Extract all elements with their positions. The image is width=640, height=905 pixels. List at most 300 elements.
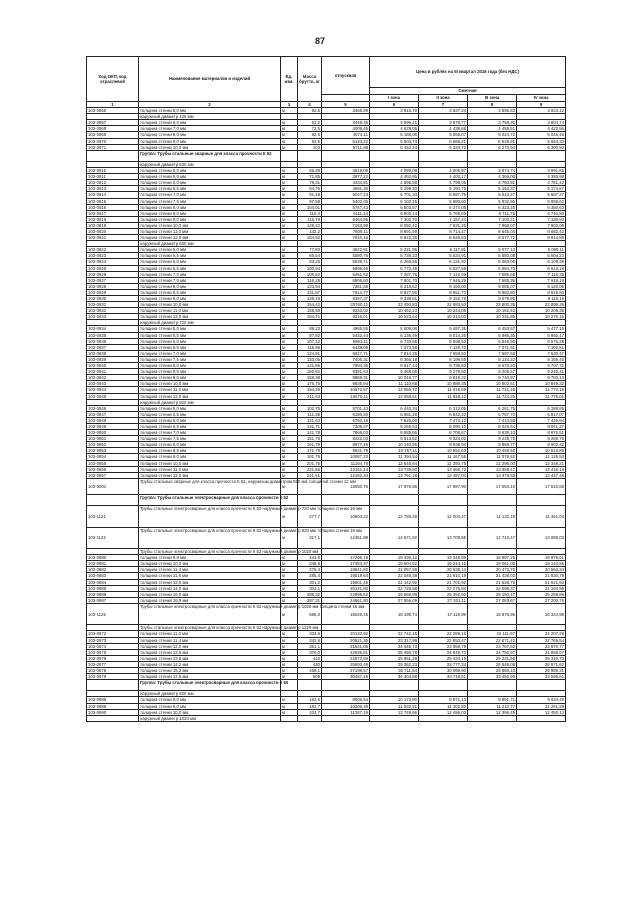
item-code: 103-0838 [87,350,139,356]
item-zone-price-2: 6 765,66 [419,210,468,216]
item-zone-price-4: 5 664,33 [517,138,566,144]
item-otpusk-price: 4965,55 [322,326,370,332]
item-unit: м [281,472,298,478]
item-otpusk-price: 7308,37 [322,423,370,429]
row-code-blank [87,495,139,506]
item-otpusk-price: 7810,16 [322,235,370,241]
item-otpusk-price: 8381,63 [322,369,370,375]
item-zone-price-4: 8 120,05 [517,283,566,289]
item-zone-price-2: 10 314,03 [419,314,468,320]
item-name: толщина стенки 6,5 мм [139,344,281,350]
item-zone-price-3: 9 859,77 [468,442,517,448]
item-zone-price-1: 11 110,68 [370,381,419,387]
item-zone-price-3: 10 231,86 [468,314,517,320]
item-mass: 131,57 [298,289,322,295]
item-zone-price-4: 4 385,99 [517,174,566,180]
item-unit: м [281,561,298,567]
item-zone-price-1: 3 596,41 [370,120,419,126]
item-code: 103-0855 [87,460,139,466]
column-index: 4 [298,102,322,108]
item-otpusk-price: 10206,39 [322,703,370,709]
item-mass: 124,81 [298,350,322,356]
item-zone-price-3: 7 413,58 [468,417,517,423]
item-mass: 151,78 [298,436,322,442]
item-mass: 123,94 [298,283,322,289]
item-zone-price-3: 13 358,47 [468,466,517,472]
subgroup-header-row [87,715,566,721]
item-zone-price-2: 21 701,92 [419,579,468,585]
item-zone-price-3: 8 134,22 [468,356,517,362]
item-zone-price-3: 8 582,80 [468,289,517,295]
item-zone-price-4: 5 604,23 [517,253,566,259]
blank-cell [298,715,322,721]
item-zone-price-1: 11 394,54 [370,454,419,460]
item-mass: 430 [298,661,322,667]
item-zone-price-2: 22 276,84 [419,585,468,591]
item-mass: 171,78 [298,448,322,454]
item-zone-price-4: 5 992,17 [517,332,566,338]
item-otpusk-price: 20760,11 [322,302,370,308]
item-unit: м [281,393,298,399]
item-zone-price-1: 8 255,53 [370,423,419,429]
item-zone-price-4: 8 682,42 [517,228,566,234]
blank-cell [281,715,298,721]
item-mass: 301,2 [298,579,322,585]
item-name: толщина стенки 11,6 мм [139,573,281,579]
item-mass: 92,9 [298,138,322,144]
item-code: 103-0833 [87,314,139,320]
item-code: 103-0817 [87,210,139,216]
item-mass: 62,2 [298,120,322,126]
item-mass: 162,6 [298,697,322,703]
item-otpusk-price: 8977,46 [322,442,370,448]
item-name: толщина стенки 7,0 мм [139,271,281,277]
item-unit: м [281,265,298,271]
header-price-group: Цена в рублях на III квартал 2016 года (без НДС) [370,57,566,88]
item-unit: м [281,674,298,680]
item-zone-price-3: 12 713,47 [468,527,517,548]
item-code: 103-0842 [87,375,139,381]
table-row [87,603,566,624]
item-otpusk-price: 25993,49 [322,661,370,667]
item-zone-price-2: 12 496,03 [419,709,468,715]
item-mass: 387,31 [298,597,322,603]
item-name: толщина стенки 8,0 мм [139,283,281,289]
item-name: толщина стенки 7,5 мм [139,277,281,283]
item-zone-price-2: 5 193,75 [419,186,468,192]
item-zone-price-4: 9 119,16 [517,296,566,302]
item-name: толщина стенки 10,0 мм [139,222,281,228]
item-name: толщина стенки 5,5 мм [139,332,281,338]
item-code: 103-0834 [87,326,139,332]
item-zone-price-3: 28 548,08 [468,661,517,667]
item-code: 103-0876 [87,655,139,661]
item-zone-price-3: 6 787,70 [468,411,517,417]
item-zone-price-2: 5 624,91 [419,253,468,259]
item-zone-price-3: 10 468,58 [468,448,517,454]
item-zone-price-4: 8 619,93 [517,289,566,295]
item-mass: 110,4 [298,210,322,216]
item-otpusk-price: 11287,19 [322,709,370,715]
item-code: 103-1121 [87,506,139,527]
item-unit: м [281,643,298,649]
item-zone-price-1: 5 803,73 [370,138,419,144]
item-unit: м [281,703,298,709]
item-zone-price-3: 15 875,86 [468,603,517,624]
item-otpusk-price: 22895,52 [322,591,370,597]
item-code: 103-0813 [87,186,139,192]
item-zone-price-2: 8 651,73 [419,289,468,295]
subgroup-title: наружный диаметр 1020 мм [139,715,281,721]
group-title: Группа: Трубы стальные сварные для класса прочности К 52 [139,150,281,161]
item-mass: 71,85 [298,174,322,180]
item-name: толщина стенки 12,0 мм [139,235,281,241]
item-name: толщина стенки 11,0 мм [139,466,281,472]
item-otpusk-price: 7866,03 [322,430,370,436]
item-name: толщина стенки 5,0 мм [139,405,281,411]
item-zone-price-1: 27 856,09 [370,597,419,603]
item-name: толщина стенки 12,0 мм [139,472,281,478]
header-code: Код ОКП, код отраслевой [87,57,139,102]
item-zone-price-3: 13 379,59 [468,472,517,478]
item-otpusk-price: 6180,30 [322,411,370,417]
item-unit: м [281,253,298,259]
item-name: толщина стенки 7,0 мм [139,350,281,356]
item-zone-price-4: 25 340,73 [517,655,566,661]
item-zone-price-3: 3 895,63 [468,108,517,114]
item-otpusk-price: 9835,94 [322,381,370,387]
item-zone-price-4: 22 769,54 [517,637,566,643]
item-zone-price-1: 5 609,08 [370,326,419,332]
item-zone-price-2: 3 837,24 [419,108,468,114]
item-zone-price-3: 7 085,66 [468,271,517,277]
item-unit: м [281,326,298,332]
blank-cell [419,495,468,506]
item-unit: м [281,527,298,548]
item-unit: м [281,216,298,222]
item-zone-price-1: 13 761,18 [370,472,419,478]
item-otpusk-price: 5133,22 [322,138,370,144]
row-code-blank [87,150,139,161]
item-zone-price-4: 6 575,28 [517,338,566,344]
item-zone-price-1: 8 891,59 [370,228,419,234]
item-zone-price-1: 12 749,96 [370,709,419,715]
item-zone-price-3: 5 453,57 [468,326,517,332]
item-zone-price-2: 9 324,02 [419,436,468,442]
item-name: толщина стенки 7,5 мм [139,436,281,442]
item-zone-price-2: 23 958,79 [419,643,468,649]
item-zone-price-3: 22 099,37 [468,585,517,591]
item-zone-price-2: 7 142,59 [419,271,468,277]
table-body [87,108,566,722]
item-unit: м [281,506,298,527]
item-otpusk-price: 5432,44 [322,332,370,338]
item-zone-price-4: 8 061,37 [517,423,566,429]
subgroup-title: наружный диаметр 820 мм [139,691,281,697]
item-code: 103-0883 [87,573,139,579]
item-otpusk-price: 3465,99 [322,108,370,114]
item-mass: 285,4 [298,573,322,579]
item-code: 103-0815 [87,198,139,204]
item-zone-price-2: 13 487,04 [419,472,468,478]
item-mass: 111,38 [298,411,322,417]
item-zone-price-1: 10 452,23 [370,308,419,314]
item-unit: м [281,344,298,350]
item-otpusk-price: 6464,86 [322,216,370,222]
item-unit: м [281,697,298,703]
item-name: толщина стенки 14,2 мм [139,661,281,667]
item-code: 103-0886 [87,591,139,597]
item-zone-price-3: 6 083,06 [468,259,517,265]
item-zone-price-2: 8 714,47 [419,228,468,234]
item-zone-price-3: 6 546,95 [468,338,517,344]
column-index: 2 [139,102,281,108]
item-zone-price-1: 11 532,51 [370,703,419,709]
item-zone-price-2: 6 637,59 [419,265,468,271]
item-otpusk-price: 4573,11 [322,132,370,138]
item-zone-price-4: 19 143,55 [517,561,566,567]
item-zone-price-3: 8 670,20 [468,363,517,369]
item-name: толщина стенки 8,0 мм [139,442,281,448]
item-code: 103-0826 [87,271,139,277]
item-zone-price-4: 23 870,77 [517,643,566,649]
item-zone-price-1: 8 822,35 [370,235,419,241]
item-zone-price-1: 5 701,34 [370,192,419,198]
item-name: толщина стенки 9,0 мм [139,375,281,381]
item-code: 103-0848 [87,417,139,423]
item-zone-price-2: 11 302,82 [419,703,468,709]
item-mass: 303,1 [298,585,322,591]
item-mass: 141,78 [298,430,322,436]
item-unit: м [281,411,298,417]
item-mass: 103 [298,144,322,150]
item-zone-price-4: 29 989,31 [517,667,566,673]
item-unit: м [281,222,298,228]
item-otpusk-price: 5995,46 [322,265,370,271]
item-otpusk-price: 22973,69 [322,655,370,661]
item-unit: м [281,198,298,204]
item-otpusk-price: 7814,77 [322,289,370,295]
item-zone-price-3: 10 802,61 [468,381,517,387]
item-zone-price-1: 13 739,80 [370,466,419,472]
item-zone-price-1: 4 089,09 [370,168,419,174]
item-zone-price-4: 3 991,65 [517,168,566,174]
item-zone-price-3: 9 740,97 [468,375,517,381]
item-unit: м [281,709,298,715]
item-zone-price-4: 7 618,19 [517,277,566,283]
item-unit: м [281,126,298,132]
item-unit: м [281,442,298,448]
item-zone-price-4: 4 422,56 [517,126,566,132]
item-zone-price-2: 9 938,94 [419,442,468,448]
item-zone-price-1: 19 436,12 [370,555,419,561]
item-mass: 221,55 [298,466,322,472]
item-zone-price-1: 10 018,77 [370,375,419,381]
item-unit: м [281,661,298,667]
item-mass: 131,71 [298,423,322,429]
table-header [87,57,566,108]
group-header-row [87,680,566,691]
item-zone-price-1: 12 789,49 [370,506,419,527]
item-code: 103-0857 [87,472,139,478]
item-zone-price-2: 22 853,47 [419,637,468,643]
blank-cell [419,680,468,691]
item-mass: 415 [298,655,322,661]
item-zone-price-3: 12 396,49 [468,709,517,715]
item-mass: 458,1 [298,667,322,673]
header-zone-1: I зона [370,94,419,101]
item-mass: 241,6 [298,555,322,561]
item-mass: 107,12 [298,338,322,344]
item-zone-price-4: 28 671,62 [517,661,566,667]
item-zone-price-1: 7 287,76 [370,271,419,277]
item-zone-price-2: 6 131,92 [419,259,468,265]
item-zone-price-3: 3 974,74 [468,168,517,174]
item-otpusk-price: 19518,64 [322,573,370,579]
item-zone-price-1: 12 058,61 [370,393,419,399]
item-otpusk-price: 8869,31 [322,375,370,381]
item-code: 103-0845 [87,393,139,399]
item-zone-price-3: 23 767,92 [468,643,517,649]
item-zone-price-2: 6 842,22 [419,411,468,417]
item-zone-price-3: 8 639,10 [468,430,517,436]
item-unit: м [281,585,298,591]
item-zone-price-2: 7 128,70 [419,344,468,350]
item-unit: м [281,277,298,283]
header-mass: Масса брутто, кг [298,57,322,102]
item-otpusk-price: 9316,01 [322,314,370,320]
item-zone-price-2: 20 638,14 [419,567,468,573]
item-code: 103-0874 [87,643,139,649]
item-zone-price-2: 7 646,29 [419,277,468,283]
item-zone-price-3: 5 152,37 [468,186,517,192]
item-zone-price-1: 18 190,74 [370,603,419,624]
item-mass: 361,1 [298,643,322,649]
item-mass: 342,9 [298,637,322,643]
item-zone-price-1: 6 503,57 [370,204,419,210]
item-zone-price-1: 9 468,05 [370,369,419,375]
item-name: толщина стенки 11,0 мм [139,228,281,234]
item-zone-price-2: 7 473,12 [419,417,468,423]
item-zone-price-4: 5 099,11 [517,247,566,253]
item-zone-price-3: 5 024,72 [468,132,517,138]
item-mass: 97,92 [298,332,322,338]
item-code: 103-0836 [87,338,139,344]
item-code: 103-0821 [87,235,139,241]
item-zone-price-3: 9 249,75 [468,436,517,442]
item-name: толщина стенки 8,0 мм [139,108,281,114]
item-unit: м [281,591,298,597]
item-zone-price-4: 5 567,27 [517,192,566,198]
item-code: 103-0849 [87,423,139,429]
item-otpusk-price: 15549,45 [322,603,370,624]
item-zone-price-2: 6 323,72 [419,144,468,150]
item-code: 103-0853 [87,448,139,454]
item-zone-price-1: 4 896,58 [370,180,419,186]
item-zone-price-3: 29 860,10 [468,667,517,673]
item-zone-price-2: 28 777,34 [419,661,468,667]
item-mass: 92,5 [298,108,322,114]
item-zone-price-1: 7 801,70 [370,277,419,283]
item-zone-price-1: 6 136,49 [370,332,419,338]
item-zone-price-4: 7 102,51 [517,344,566,350]
item-code: 103-0851 [87,436,139,442]
price-table [86,56,566,722]
item-zone-price-2: 9 152,78 [419,296,468,302]
item-mass: 509 [298,674,322,680]
item-code: 103-0878 [87,667,139,673]
blank-cell [370,715,419,721]
item-zone-price-3: 11 132,19 [468,506,517,527]
item-code: 103-0872 [87,631,139,637]
item-unit: м [281,430,298,436]
item-name: толщина стенки 6,5 мм [139,265,281,271]
item-mass: 248,8 [298,561,322,567]
item-unit: м [281,375,298,381]
item-zone-price-2: 21 610,19 [419,573,468,579]
header-otpusk-sub [322,94,370,101]
group-header-row [87,495,566,506]
item-unit: м [281,655,298,661]
item-zone-price-3: 7 597,58 [468,350,517,356]
item-zone-price-1: 7 625,00 [370,417,419,423]
item-zone-price-1: 23 450,83 [370,302,419,308]
item-code: 103-0856 [87,466,139,472]
item-code: 103-0884 [87,579,139,585]
item-unit: м [281,637,298,643]
item-zone-price-4: 6 300,50 [517,144,566,150]
item-zone-price-4: 9 783,13 [517,375,566,381]
item-code: 103-0830 [87,296,139,302]
item-unit: м [281,192,298,198]
item-code: 103-0887 [87,597,139,603]
item-zone-price-4: 9 934,49 [517,697,566,703]
item-unit: м [281,138,298,144]
item-otpusk-price: 10675,11 [322,393,370,399]
item-zone-price-3: 4 366,06 [468,174,517,180]
item-mass: 139,19 [298,296,322,302]
item-unit: м [281,436,298,442]
item-zone-price-4: 22 899,26 [517,302,566,308]
item-zone-price-3: 7 100,21 [468,216,517,222]
item-mass: 161,79 [298,442,322,448]
item-mass: 116,79 [298,216,322,222]
item-code: 103-0835 [87,332,139,338]
blank-cell [322,680,370,691]
item-unit: м [281,649,298,655]
header-smetnaya: Сметная [370,87,566,94]
item-zone-price-3: 6 584,70 [468,265,517,271]
item-code: 103-0816 [87,204,139,210]
item-code: 103-0890 [87,709,139,715]
item-name: Трубы стальные электросварные для класса прочности К 52 наружный диаметр 1020 мм толщина стенки 16 мм [139,603,281,624]
item-zone-price-4: 9 245,41 [517,369,566,375]
item-zone-price-3: 9 205,57 [468,369,517,375]
item-zone-price-1: 25 868,99 [370,591,419,597]
item-code: 103-1122 [87,527,139,548]
item-mass: 141,86 [298,363,322,369]
item-zone-price-2: 10 889,35 [419,381,468,387]
item-zone-price-3: 6 711,75 [468,210,517,216]
item-name: толщина стенки 8,0 мм [139,204,281,210]
item-zone-price-4: 6 109,38 [517,259,566,265]
item-zone-price-1: 8 092,42 [370,222,419,228]
item-zone-price-2: 11 818,42 [419,393,468,399]
item-name: толщина стенки 6,0 мм [139,259,281,265]
item-unit: м [281,350,298,356]
item-unit: м [281,228,298,234]
item-zone-price-4: 8 676,51 [517,430,566,436]
